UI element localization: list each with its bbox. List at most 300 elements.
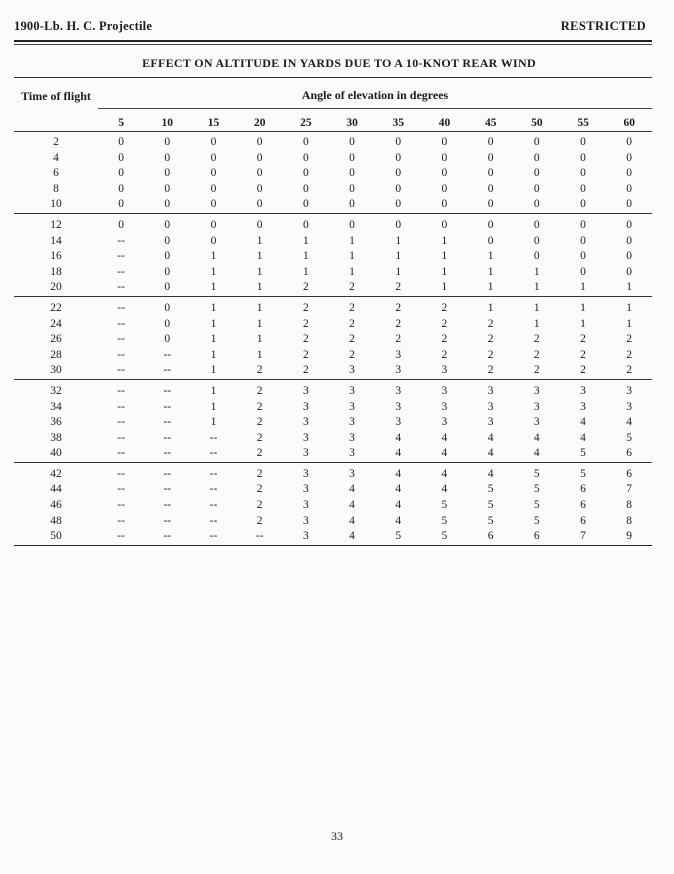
- value-cell: --: [209, 447, 218, 460]
- value-cell: 0: [164, 250, 171, 263]
- value-cell: 3: [487, 416, 494, 429]
- value-cell: 0: [533, 218, 540, 231]
- value-cell: --: [163, 530, 172, 543]
- value-cell: --: [117, 234, 125, 247]
- value-cell: 1: [487, 281, 494, 294]
- value-cell: 1: [349, 250, 355, 263]
- value-cell: 2: [533, 348, 540, 361]
- time-of-flight-cell: 22: [50, 301, 62, 314]
- value-cell: 2: [441, 348, 448, 361]
- value-cell: 2: [302, 364, 309, 377]
- value-cell: --: [163, 384, 172, 397]
- value-cell: 3: [533, 384, 540, 397]
- value-cell: 5: [487, 514, 494, 527]
- value-cell: 2: [302, 317, 309, 330]
- value-cell: 0: [349, 167, 355, 180]
- value-cell: 4: [395, 514, 402, 527]
- value-cell: 2: [256, 499, 263, 512]
- time-of-flight-cell: 18: [50, 265, 62, 278]
- value-cell: 0: [580, 136, 586, 148]
- value-cell: 4: [441, 483, 448, 496]
- value-cell: 0: [395, 218, 402, 231]
- value-cell: 1: [302, 265, 309, 278]
- table-row: [14, 363, 652, 379]
- value-cell: 1: [349, 265, 355, 278]
- value-cell: 4: [395, 447, 402, 460]
- value-cell: 0: [441, 167, 448, 180]
- column-header: 45: [484, 117, 497, 129]
- value-cell: 0: [164, 281, 171, 294]
- value-cell: 2: [349, 348, 355, 361]
- value-cell: 0: [210, 218, 217, 231]
- column-header: 30: [346, 117, 358, 129]
- value-cell: 3: [580, 400, 586, 413]
- column-header: 20: [253, 117, 266, 129]
- value-cell: 0: [395, 136, 402, 148]
- value-cell: 0: [580, 167, 586, 180]
- value-cell: 1: [210, 265, 217, 278]
- value-cell: 1: [210, 250, 217, 263]
- value-cell: 0: [256, 151, 263, 164]
- value-cell: --: [117, 265, 125, 278]
- time-of-flight-cell: 16: [50, 250, 62, 263]
- value-cell: 2: [256, 447, 263, 460]
- time-of-flight-cell: 36: [50, 416, 62, 429]
- value-cell: 2: [441, 301, 448, 314]
- value-cell: 0: [164, 301, 171, 314]
- value-cell: 1: [302, 250, 309, 263]
- value-cell: --: [117, 250, 125, 263]
- value-cell: 0: [533, 167, 540, 180]
- running-header-title: 1900-Lb. H. C. Projectile: [14, 19, 153, 33]
- value-cell: 0: [349, 218, 355, 231]
- column-header: 55: [577, 117, 589, 129]
- value-cell: 4: [487, 467, 494, 480]
- value-cell: 0: [487, 151, 494, 164]
- value-cell: 1: [626, 317, 633, 330]
- value-cell: 0: [441, 218, 448, 231]
- value-cell: 0: [580, 234, 586, 247]
- time-of-flight-cell: 46: [50, 499, 62, 512]
- value-cell: 4: [349, 530, 355, 543]
- value-cell: 2: [256, 364, 263, 377]
- value-cell: 5: [395, 530, 402, 543]
- table-row: [14, 348, 652, 364]
- table-row: [14, 317, 652, 333]
- time-of-flight-cell: 44: [50, 483, 62, 496]
- value-cell: 0: [626, 198, 633, 211]
- value-cell: 4: [533, 447, 540, 460]
- table-row: [14, 265, 652, 281]
- value-cell: 2: [395, 281, 402, 294]
- value-cell: 0: [395, 198, 402, 211]
- value-cell: 0: [626, 265, 633, 278]
- value-cell: 0: [395, 151, 402, 164]
- value-cell: 3: [395, 364, 402, 377]
- value-cell: 3: [349, 431, 355, 444]
- column-header: 10: [161, 117, 174, 129]
- value-cell: 3: [395, 400, 402, 413]
- time-of-flight-cell: 8: [53, 182, 59, 195]
- value-cell: 0: [302, 218, 309, 231]
- value-cell: 2: [349, 281, 355, 294]
- value-cell: 3: [349, 400, 355, 413]
- value-cell: 3: [441, 400, 448, 413]
- value-cell: 1: [210, 281, 217, 294]
- table-row: [14, 467, 652, 483]
- time-of-flight-cell: 6: [53, 167, 59, 180]
- value-cell: --: [209, 499, 218, 512]
- value-cell: 2: [395, 317, 402, 330]
- value-cell: 3: [302, 514, 309, 527]
- time-of-flight-cell: 24: [50, 317, 62, 330]
- value-cell: 1: [256, 265, 263, 278]
- value-cell: --: [209, 530, 218, 543]
- value-cell: 0: [210, 198, 217, 211]
- value-cell: --: [163, 483, 172, 496]
- time-of-flight-cell: 26: [50, 333, 62, 346]
- value-cell: 1: [441, 265, 448, 278]
- value-cell: 0: [626, 167, 633, 180]
- table-row: [14, 151, 652, 167]
- column-header: 5: [118, 117, 124, 129]
- value-cell: 2: [580, 333, 586, 346]
- value-cell: 0: [210, 182, 217, 195]
- value-cell: 1: [395, 250, 402, 263]
- value-cell: 2: [256, 467, 263, 480]
- value-cell: 1: [349, 234, 355, 247]
- value-cell: 5: [580, 467, 586, 480]
- value-cell: --: [117, 384, 125, 397]
- value-cell: --: [163, 416, 172, 429]
- value-cell: 2: [441, 333, 448, 346]
- value-cell: --: [209, 514, 218, 527]
- value-cell: 4: [441, 431, 448, 444]
- table-top-rule: [14, 77, 652, 78]
- value-cell: --: [117, 514, 125, 527]
- table-row: [14, 514, 652, 530]
- value-cell: 3: [302, 467, 309, 480]
- value-cell: 0: [533, 151, 540, 164]
- value-cell: --: [163, 447, 172, 460]
- value-cell: 0: [395, 182, 402, 195]
- column-header: 25: [300, 117, 312, 129]
- value-cell: 0: [626, 234, 633, 247]
- value-cell: 4: [349, 499, 355, 512]
- page-number: 33: [331, 829, 343, 843]
- value-cell: 0: [349, 198, 355, 211]
- value-cell: 2: [302, 301, 309, 314]
- value-cell: --: [117, 499, 125, 512]
- value-cell: 8: [626, 514, 633, 527]
- classification-marking: RESTRICTED: [560, 19, 646, 33]
- value-cell: 0: [164, 151, 171, 164]
- value-cell: --: [117, 281, 125, 294]
- value-cell: 1: [210, 333, 217, 346]
- table-row: [14, 166, 652, 182]
- time-of-flight-cell: 34: [50, 400, 62, 413]
- value-cell: 5: [533, 514, 540, 527]
- column-header: 15: [207, 117, 220, 129]
- value-cell: 0: [441, 198, 448, 211]
- value-cell: 3: [487, 384, 494, 397]
- value-cell: 2: [302, 281, 309, 294]
- value-cell: --: [117, 431, 125, 444]
- value-cell: 3: [626, 400, 633, 413]
- value-cell: --: [163, 467, 172, 480]
- value-cell: 0: [349, 136, 355, 148]
- value-cell: 0: [164, 333, 171, 346]
- value-cell: 0: [580, 198, 586, 211]
- header-bottom-rule: [14, 131, 652, 132]
- header-rule: [14, 40, 652, 42]
- value-cell: 4: [395, 467, 402, 480]
- time-of-flight-cell: 20: [50, 281, 62, 294]
- value-cell: 0: [302, 151, 309, 164]
- value-cell: 2: [256, 384, 263, 397]
- value-cell: 2: [533, 364, 540, 377]
- value-cell: 0: [580, 218, 586, 231]
- time-of-flight-cell: 38: [50, 431, 62, 444]
- value-cell: 2: [626, 364, 633, 377]
- value-cell: 3: [302, 483, 309, 496]
- time-of-flight-cell: 4: [53, 151, 59, 164]
- value-cell: 5: [580, 447, 586, 460]
- time-of-flight-cell: 42: [50, 467, 62, 480]
- table-row: [14, 384, 652, 400]
- value-cell: 0: [487, 198, 494, 211]
- value-cell: 1: [256, 281, 263, 294]
- value-cell: 6: [626, 447, 633, 460]
- value-cell: 5: [487, 483, 494, 496]
- value-cell: 3: [349, 447, 355, 460]
- value-cell: 0: [626, 151, 633, 164]
- table-row: [14, 280, 652, 296]
- value-cell: 0: [626, 136, 633, 148]
- value-cell: 1: [580, 281, 586, 294]
- value-cell: 0: [256, 136, 263, 148]
- value-cell: 0: [441, 136, 448, 148]
- value-cell: 9: [626, 530, 633, 543]
- column-header: 35: [392, 117, 405, 129]
- value-cell: 3: [349, 364, 355, 377]
- value-cell: --: [117, 333, 125, 346]
- value-cell: 3: [395, 416, 402, 429]
- value-cell: 0: [533, 250, 540, 263]
- value-cell: 1: [533, 281, 540, 294]
- value-cell: 3: [302, 431, 309, 444]
- value-cell: --: [117, 400, 125, 413]
- value-cell: 0: [210, 167, 217, 180]
- value-cell: 0: [349, 182, 355, 195]
- value-cell: 3: [349, 416, 355, 429]
- value-cell: 0: [118, 218, 124, 231]
- time-of-flight-cell: 10: [50, 198, 62, 211]
- value-cell: 4: [349, 483, 355, 496]
- value-cell: 1: [210, 364, 217, 377]
- time-of-flight-cell: 50: [50, 530, 62, 543]
- time-of-flight-cell: 48: [50, 514, 62, 527]
- value-cell: 1: [487, 265, 494, 278]
- table-row: [14, 218, 652, 234]
- value-cell: 3: [580, 384, 586, 397]
- value-cell: --: [255, 530, 264, 543]
- value-cell: --: [117, 348, 125, 361]
- value-cell: 1: [626, 301, 633, 314]
- value-cell: 3: [349, 467, 355, 480]
- value-cell: 1: [210, 301, 217, 314]
- value-cell: 3: [349, 384, 355, 397]
- value-cell: 1: [256, 333, 263, 346]
- value-cell: 2: [256, 416, 263, 429]
- value-cell: 0: [580, 182, 586, 195]
- value-cell: 0: [118, 151, 124, 164]
- value-cell: --: [117, 317, 125, 330]
- table-row: [14, 446, 652, 462]
- time-of-flight-cell: 12: [50, 218, 62, 231]
- value-cell: 2: [487, 364, 494, 377]
- value-cell: 7: [580, 530, 586, 543]
- value-cell: 6: [580, 499, 586, 512]
- value-cell: 5: [441, 499, 448, 512]
- value-cell: 6: [533, 530, 540, 543]
- value-cell: 0: [533, 198, 540, 211]
- value-cell: 0: [164, 167, 171, 180]
- value-cell: 0: [210, 234, 217, 247]
- value-cell: 1: [395, 234, 402, 247]
- table-row: [14, 431, 652, 447]
- table-row: [14, 249, 652, 265]
- value-cell: 3: [487, 400, 494, 413]
- value-cell: 4: [487, 447, 494, 460]
- value-cell: 2: [580, 364, 586, 377]
- value-cell: 2: [487, 317, 494, 330]
- value-cell: 3: [395, 384, 402, 397]
- value-cell: 4: [395, 499, 402, 512]
- value-cell: 3: [302, 499, 309, 512]
- value-cell: 0: [580, 265, 586, 278]
- value-cell: --: [209, 467, 218, 480]
- value-cell: 1: [210, 400, 217, 413]
- value-cell: 3: [302, 530, 309, 543]
- value-cell: 1: [441, 281, 448, 294]
- value-cell: 1: [487, 250, 494, 263]
- column-header: 50: [531, 117, 543, 129]
- header-rule-thin: [14, 44, 652, 45]
- value-cell: 0: [441, 182, 448, 195]
- value-cell: 3: [441, 416, 448, 429]
- value-cell: 5: [487, 499, 494, 512]
- value-cell: 6: [626, 467, 633, 480]
- value-cell: 2: [626, 348, 633, 361]
- value-cell: 5: [441, 514, 448, 527]
- value-cell: 0: [580, 250, 586, 263]
- table-bottom-rule: [14, 545, 652, 547]
- value-cell: 0: [302, 167, 309, 180]
- table-row: [14, 135, 652, 151]
- value-cell: 1: [395, 265, 402, 278]
- value-cell: 0: [256, 198, 263, 211]
- value-cell: 1: [210, 317, 217, 330]
- value-cell: --: [163, 348, 172, 361]
- value-cell: 0: [302, 182, 309, 195]
- time-of-flight-cell: 14: [50, 234, 62, 247]
- value-cell: 6: [580, 514, 586, 527]
- value-cell: 1: [256, 234, 263, 247]
- value-cell: 0: [487, 182, 494, 195]
- value-cell: 4: [580, 431, 586, 444]
- value-cell: --: [117, 483, 125, 496]
- value-cell: 1: [256, 301, 263, 314]
- table-row: [14, 400, 652, 416]
- value-cell: 2: [349, 317, 355, 330]
- value-cell: 0: [395, 167, 402, 180]
- value-cell: 4: [395, 431, 402, 444]
- value-cell: 0: [164, 218, 171, 231]
- value-cell: 3: [395, 348, 402, 361]
- value-cell: 0: [487, 234, 494, 247]
- value-cell: --: [117, 447, 125, 460]
- value-cell: --: [117, 530, 125, 543]
- value-cell: 2: [349, 333, 355, 346]
- table-row: [14, 182, 652, 198]
- value-cell: --: [163, 431, 172, 444]
- value-cell: 2: [626, 333, 633, 346]
- value-cell: 4: [533, 431, 540, 444]
- value-cell: 5: [626, 431, 633, 444]
- table-row: [14, 301, 652, 317]
- value-cell: 0: [118, 182, 124, 195]
- value-cell: --: [117, 467, 125, 480]
- value-cell: 6: [580, 483, 586, 496]
- value-cell: 0: [210, 151, 217, 164]
- value-cell: 4: [395, 483, 402, 496]
- value-cell: 8: [626, 499, 633, 512]
- value-cell: 5: [533, 467, 540, 480]
- value-cell: 0: [256, 167, 263, 180]
- value-cell: --: [209, 431, 218, 444]
- value-cell: 1: [580, 317, 586, 330]
- value-cell: 0: [118, 198, 124, 211]
- value-cell: 0: [256, 218, 263, 231]
- time-of-flight-cell: 30: [50, 364, 62, 377]
- table-row: [14, 234, 652, 250]
- value-cell: 3: [626, 384, 633, 397]
- table-title: EFFECT ON ALTITUDE IN YARDS DUE TO A 10-KNOT REAR WIND: [142, 56, 536, 70]
- value-cell: --: [209, 483, 218, 496]
- table-row: [14, 415, 652, 431]
- value-cell: 1: [210, 348, 217, 361]
- value-cell: --: [163, 514, 172, 527]
- value-cell: 3: [533, 400, 540, 413]
- value-cell: --: [117, 364, 125, 377]
- value-cell: 2: [441, 317, 448, 330]
- column-group-rule: [98, 108, 652, 109]
- value-cell: 1: [626, 281, 633, 294]
- value-cell: 3: [302, 447, 309, 460]
- value-cell: 0: [302, 136, 309, 148]
- value-cell: 0: [118, 167, 124, 180]
- value-cell: 2: [395, 333, 402, 346]
- value-cell: 3: [533, 416, 540, 429]
- value-cell: 1: [210, 416, 217, 429]
- value-cell: 0: [487, 167, 494, 180]
- value-cell: 0: [349, 151, 355, 164]
- value-cell: 1: [210, 384, 217, 397]
- value-cell: --: [163, 400, 172, 413]
- value-cell: 7: [626, 483, 633, 496]
- value-cell: 0: [256, 182, 263, 195]
